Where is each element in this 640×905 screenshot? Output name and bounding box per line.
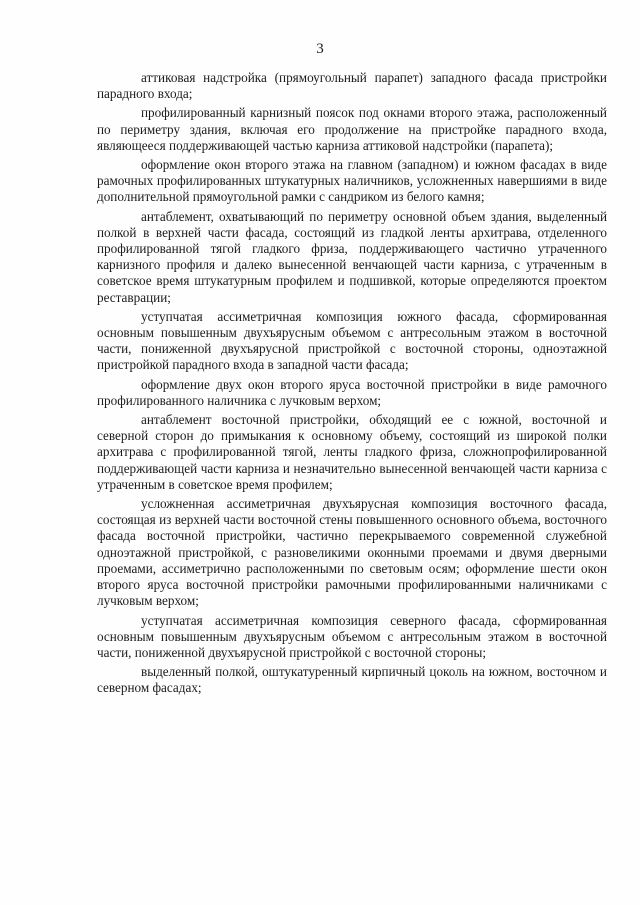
paragraph: уступчатая ассиметричная композиция южного фасада, сформированная основным повышенным двухъярусным объемом с антресольным этажом в восточной части, пониженной двухъярусной пристройкой с восточной стороны, одноэтажной пристройкой парадного входа в западной части фасада; (97, 308, 607, 373)
paragraph: оформление окон второго этажа на главном (западном) и южном фасадах в виде рамочных профилированных штукатурных наличников, усложненных навершиями в виде дополнительной прямоугольной рамки с сандриком из белого камня; (97, 157, 607, 205)
paragraph: уступчатая ассиметричная композиция северного фасада, сформированная основным повышенным двухъярусным объемом с антресольным этажом в восточной части, пониженной двухъярусной пристройкой с восточной стороны; (97, 612, 607, 660)
paragraph: антаблемент восточной пристройки, обходящий ее с южной, восточной и северной сторон до примыкания к основному объему, состоящий из широкой полки архитрава с профилированной тягой, ленты гладкого фриза, сложнопрофилированной поддерживающей части карниза и незначительно вынесенной венчающей части карниза с утраченным в советское время профилем; (97, 412, 607, 492)
paragraph: антаблемент, охватывающий по периметру основной объем здания, выделенный полкой в верхней части фасада, состоящий из гладкой ленты архитрава, отделенного профилированной тягой гладкого фриза, поддерживающего частично утраченного карнизного профиля и далеко вынесенной венчающей части карниза, с утраченным в советское время штукатурным профилем и подшивкой, которые определяются проектом реставрации; (97, 208, 607, 305)
paragraph: аттиковая надстройка (прямоугольный парапет) западного фасада пристройки парадного входа; (97, 70, 607, 102)
paragraph: выделенный полкой, оштукатуренный кирпичный цоколь на южном, восточном и северном фасадах; (97, 664, 607, 696)
paragraph: профилированный карнизный поясок под окнами второго этажа, расположенный по периметру здания, включая его продолжение на пристройке парадного входа, являющееся поддерживающей частью карниза аттиковой надстройки (парапета); (97, 105, 607, 153)
document-body (97, 70, 607, 700)
paragraph: усложненная ассиметричная двухъярусная композиция восточного фасада, состоящая из верхней части восточной стены повышенного основного объема, восточного фасада восточной пристройки, частично перекрываемого современной служебной одноэтажной пристройкой, с разновеликими оконными проемами и двумя дверными проемами, ассиметрично расположенными по световым осям; оформление шести окон второго яруса восточной пристройки рамочными профилированными наличниками с лучковым верхом; (97, 496, 607, 609)
paragraph: оформление двух окон второго яруса восточной пристройки в виде рамочного профилированного наличника с лучковым верхом; (97, 376, 607, 408)
page-number: 3 (316, 41, 324, 57)
